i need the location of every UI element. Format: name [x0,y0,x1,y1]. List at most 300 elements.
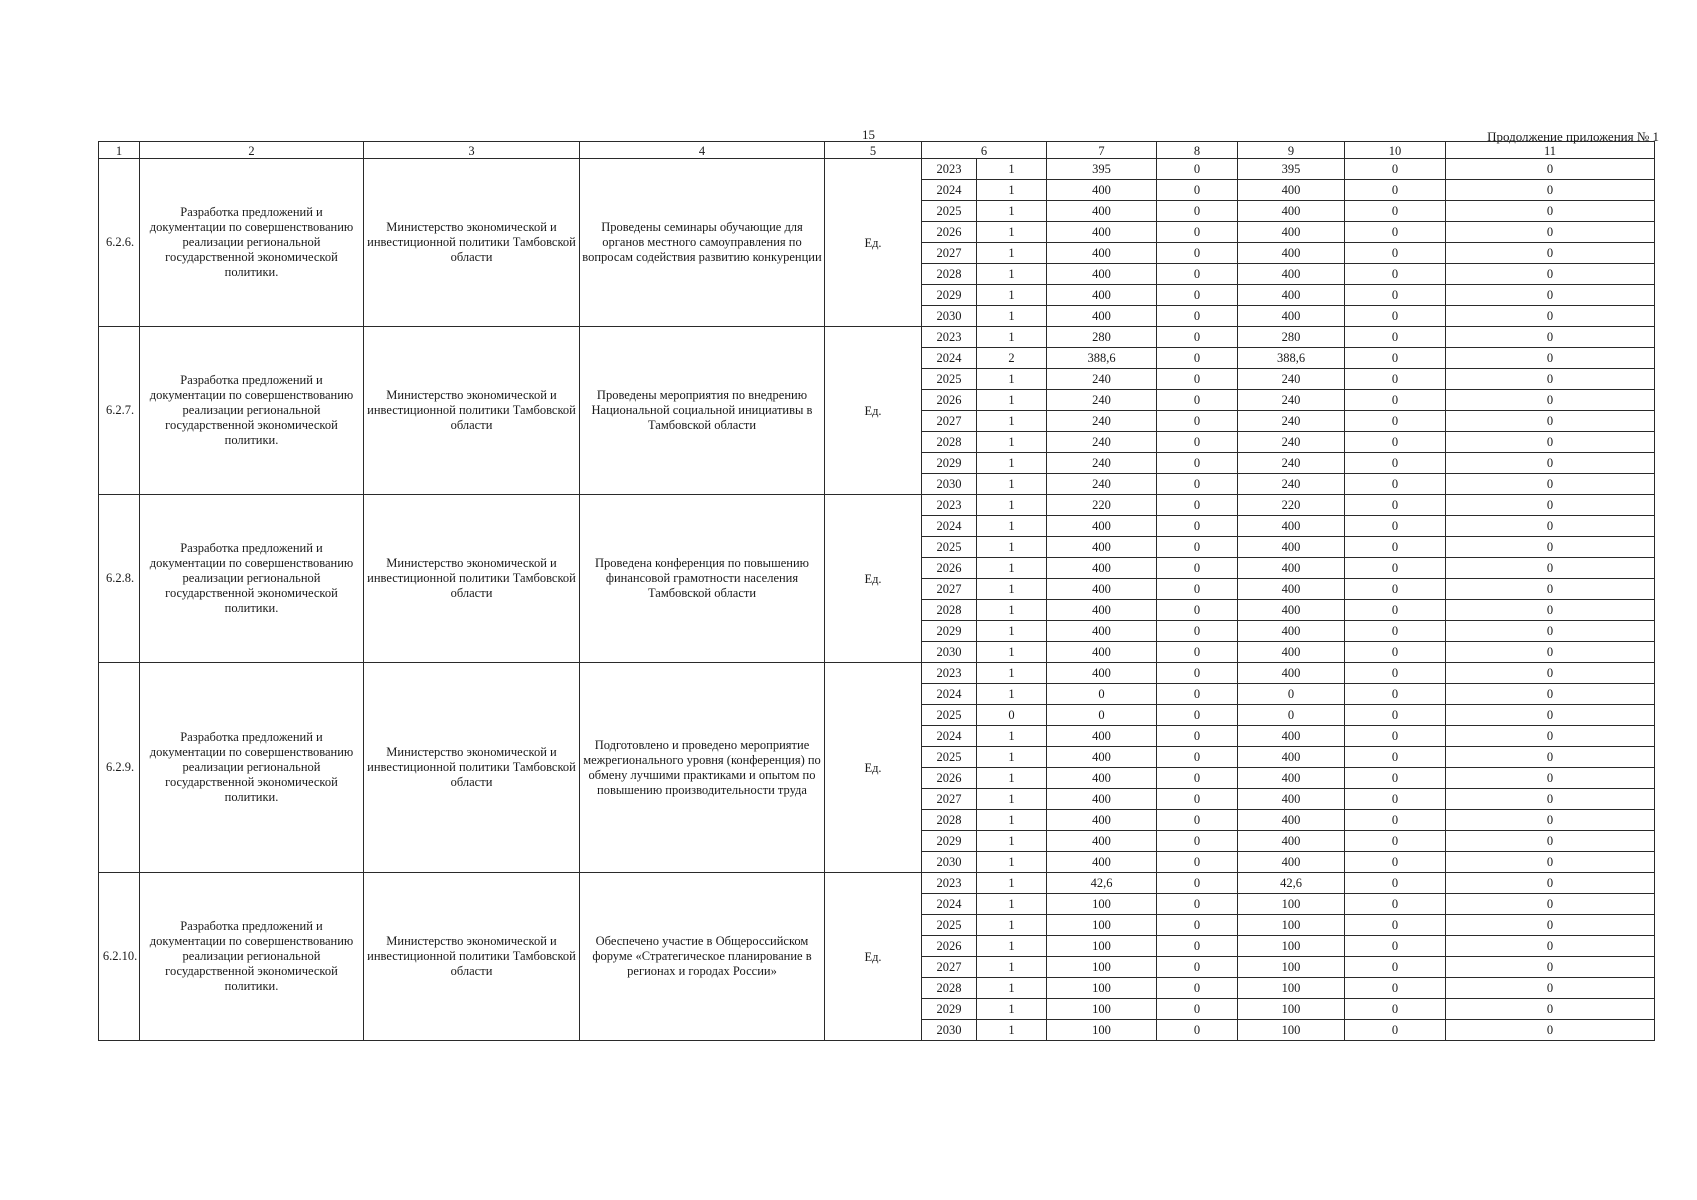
year-cell: 2030 [922,1020,977,1041]
quantity-cell: 1 [977,243,1047,264]
other-cell: 0 [1446,663,1655,684]
other-cell: 0 [1446,453,1655,474]
result-cell: Обеспечено участие в Общероссийском форуме «Стратегическое планирование в регионах и городах России» [580,873,825,1041]
federal-cell: 0 [1157,180,1238,201]
other-cell: 0 [1446,201,1655,222]
total-cell: 0 [1047,705,1157,726]
federal-cell: 0 [1157,516,1238,537]
regional-cell: 240 [1238,369,1345,390]
regional-cell: 280 [1238,327,1345,348]
local-cell: 0 [1345,726,1446,747]
col-header-5: 5 [825,142,922,159]
year-cell: 2023 [922,663,977,684]
quantity-cell: 1 [977,642,1047,663]
federal-cell: 0 [1157,537,1238,558]
total-cell: 400 [1047,201,1157,222]
quantity-cell: 1 [977,1020,1047,1041]
federal-cell: 0 [1157,348,1238,369]
year-cell: 2030 [922,306,977,327]
quantity-cell: 1 [977,474,1047,495]
total-cell: 400 [1047,789,1157,810]
regional-cell: 400 [1238,747,1345,768]
quantity-cell: 1 [977,369,1047,390]
other-cell: 0 [1446,285,1655,306]
other-cell: 0 [1446,621,1655,642]
quantity-cell: 1 [977,264,1047,285]
total-cell: 400 [1047,663,1157,684]
local-cell: 0 [1345,600,1446,621]
total-cell: 400 [1047,579,1157,600]
year-cell: 2028 [922,264,977,285]
local-cell: 0 [1345,789,1446,810]
local-cell: 0 [1345,453,1446,474]
regional-cell: 400 [1238,789,1345,810]
local-cell: 0 [1345,621,1446,642]
quantity-cell: 1 [977,201,1047,222]
regional-cell: 400 [1238,726,1345,747]
year-cell: 2023 [922,873,977,894]
executor-cell: Министерство экономической и инвестиционной политики Тамбовской области [364,873,580,1041]
quantity-cell: 1 [977,558,1047,579]
other-cell: 0 [1446,684,1655,705]
local-cell: 0 [1345,495,1446,516]
federal-cell: 0 [1157,642,1238,663]
year-cell: 2024 [922,684,977,705]
federal-cell: 0 [1157,201,1238,222]
local-cell: 0 [1345,201,1446,222]
year-cell: 2030 [922,852,977,873]
total-cell: 388,6 [1047,348,1157,369]
total-cell: 400 [1047,768,1157,789]
regional-cell: 42,6 [1238,873,1345,894]
other-cell: 0 [1446,432,1655,453]
total-cell: 280 [1047,327,1157,348]
quantity-cell: 1 [977,222,1047,243]
total-cell: 240 [1047,474,1157,495]
year-cell: 2028 [922,978,977,999]
federal-cell: 0 [1157,705,1238,726]
regional-cell: 100 [1238,957,1345,978]
year-cell: 2028 [922,600,977,621]
year-cell: 2028 [922,810,977,831]
other-cell: 0 [1446,222,1655,243]
total-cell: 100 [1047,1020,1157,1041]
quantity-cell: 1 [977,600,1047,621]
total-cell: 100 [1047,999,1157,1020]
year-cell: 2024 [922,726,977,747]
quantity-cell: 0 [977,705,1047,726]
regional-cell: 220 [1238,495,1345,516]
total-cell: 400 [1047,558,1157,579]
regional-cell: 240 [1238,453,1345,474]
federal-cell: 0 [1157,411,1238,432]
regional-cell: 240 [1238,390,1345,411]
col-header-3: 3 [364,142,580,159]
regional-cell: 0 [1238,705,1345,726]
year-cell: 2025 [922,537,977,558]
other-cell: 0 [1446,642,1655,663]
quantity-cell: 1 [977,411,1047,432]
measure-cell: Разработка предложений и документации по совершенствованию реализации региональной государственной экономической политики. [140,327,364,495]
quantity-cell: 1 [977,768,1047,789]
total-cell: 100 [1047,894,1157,915]
local-cell: 0 [1345,579,1446,600]
year-cell: 2025 [922,747,977,768]
col-header-10: 10 [1345,142,1446,159]
total-cell: 240 [1047,432,1157,453]
regional-cell: 0 [1238,684,1345,705]
other-cell: 0 [1446,327,1655,348]
year-cell: 2030 [922,642,977,663]
total-cell: 42,6 [1047,873,1157,894]
local-cell: 0 [1345,978,1446,999]
federal-cell: 0 [1157,327,1238,348]
quantity-cell: 1 [977,789,1047,810]
other-cell: 0 [1446,705,1655,726]
measure-cell: Разработка предложений и документации по совершенствованию реализации региональной государственной экономической политики. [140,495,364,663]
regional-cell: 400 [1238,264,1345,285]
local-cell: 0 [1345,957,1446,978]
year-cell: 2026 [922,390,977,411]
local-cell: 0 [1345,348,1446,369]
other-cell: 0 [1446,978,1655,999]
row-number-cell: 6.2.7. [99,327,140,495]
total-cell: 400 [1047,747,1157,768]
total-cell: 400 [1047,600,1157,621]
local-cell: 0 [1345,810,1446,831]
header-row [99,142,1655,159]
executor-cell: Министерство экономической и инвестиционной политики Тамбовской области [364,327,580,495]
quantity-cell: 2 [977,348,1047,369]
other-cell: 0 [1446,369,1655,390]
year-cell: 2026 [922,768,977,789]
col-header-6: 6 [922,142,1047,159]
other-cell: 0 [1446,180,1655,201]
other-cell: 0 [1446,999,1655,1020]
other-cell: 0 [1446,747,1655,768]
local-cell: 0 [1345,537,1446,558]
regional-cell: 400 [1238,642,1345,663]
year-cell: 2026 [922,936,977,957]
federal-cell: 0 [1157,369,1238,390]
total-cell: 400 [1047,306,1157,327]
federal-cell: 0 [1157,474,1238,495]
year-cell: 2025 [922,201,977,222]
col-header-2: 2 [140,142,364,159]
year-cell: 2027 [922,957,977,978]
regional-cell: 400 [1238,663,1345,684]
local-cell: 0 [1345,684,1446,705]
local-cell: 0 [1345,558,1446,579]
table-row [99,327,1655,348]
local-cell: 0 [1345,894,1446,915]
regional-cell: 400 [1238,810,1345,831]
measure-cell: Разработка предложений и документации по совершенствованию реализации региональной государственной экономической политики. [140,873,364,1041]
unit-cell: Ед. [825,663,922,873]
other-cell: 0 [1446,915,1655,936]
local-cell: 0 [1345,327,1446,348]
regional-cell: 240 [1238,432,1345,453]
federal-cell: 0 [1157,390,1238,411]
year-cell: 2026 [922,558,977,579]
federal-cell: 0 [1157,768,1238,789]
regional-cell: 388,6 [1238,348,1345,369]
regional-cell: 400 [1238,516,1345,537]
other-cell: 0 [1446,411,1655,432]
local-cell: 0 [1345,747,1446,768]
total-cell: 400 [1047,621,1157,642]
total-cell: 400 [1047,810,1157,831]
federal-cell: 0 [1157,957,1238,978]
executor-cell: Министерство экономической и инвестиционной политики Тамбовской области [364,159,580,327]
local-cell: 0 [1345,936,1446,957]
year-cell: 2025 [922,915,977,936]
local-cell: 0 [1345,852,1446,873]
quantity-cell: 1 [977,327,1047,348]
quantity-cell: 1 [977,999,1047,1020]
year-cell: 2025 [922,369,977,390]
regional-cell: 240 [1238,474,1345,495]
federal-cell: 0 [1157,159,1238,180]
quantity-cell: 1 [977,306,1047,327]
federal-cell: 0 [1157,789,1238,810]
federal-cell: 0 [1157,495,1238,516]
total-cell: 220 [1047,495,1157,516]
federal-cell: 0 [1157,915,1238,936]
executor-cell: Министерство экономической и инвестиционной политики Тамбовской области [364,663,580,873]
quantity-cell: 1 [977,159,1047,180]
regional-cell: 400 [1238,243,1345,264]
local-cell: 0 [1345,642,1446,663]
total-cell: 240 [1047,453,1157,474]
quantity-cell: 1 [977,285,1047,306]
federal-cell: 0 [1157,831,1238,852]
quantity-cell: 1 [977,831,1047,852]
regional-cell: 400 [1238,285,1345,306]
row-number-cell: 6.2.10. [99,873,140,1041]
local-cell: 0 [1345,432,1446,453]
other-cell: 0 [1446,537,1655,558]
other-cell: 0 [1446,831,1655,852]
quantity-cell: 1 [977,936,1047,957]
regional-cell: 400 [1238,537,1345,558]
quantity-cell: 1 [977,579,1047,600]
total-cell: 240 [1047,369,1157,390]
year-cell: 2023 [922,327,977,348]
total-cell: 400 [1047,285,1157,306]
regional-cell: 400 [1238,180,1345,201]
regional-cell: 100 [1238,936,1345,957]
other-cell: 0 [1446,894,1655,915]
year-cell: 2027 [922,579,977,600]
unit-cell: Ед. [825,495,922,663]
other-cell: 0 [1446,243,1655,264]
col-header-7: 7 [1047,142,1157,159]
quantity-cell: 1 [977,978,1047,999]
year-cell: 2029 [922,453,977,474]
regional-cell: 100 [1238,1020,1345,1041]
total-cell: 240 [1047,390,1157,411]
total-cell: 100 [1047,936,1157,957]
total-cell: 100 [1047,915,1157,936]
other-cell: 0 [1446,474,1655,495]
year-cell: 2029 [922,999,977,1020]
regional-cell: 400 [1238,621,1345,642]
quantity-cell: 1 [977,621,1047,642]
federal-cell: 0 [1157,663,1238,684]
other-cell: 0 [1446,957,1655,978]
other-cell: 0 [1446,306,1655,327]
regional-cell: 400 [1238,831,1345,852]
federal-cell: 0 [1157,747,1238,768]
federal-cell: 0 [1157,558,1238,579]
other-cell: 0 [1446,936,1655,957]
quantity-cell: 1 [977,432,1047,453]
local-cell: 0 [1345,873,1446,894]
other-cell: 0 [1446,390,1655,411]
total-cell: 400 [1047,726,1157,747]
quantity-cell: 1 [977,453,1047,474]
federal-cell: 0 [1157,726,1238,747]
local-cell: 0 [1345,474,1446,495]
row-number-cell: 6.2.9. [99,663,140,873]
federal-cell: 0 [1157,453,1238,474]
year-cell: 2029 [922,285,977,306]
other-cell: 0 [1446,873,1655,894]
local-cell: 0 [1345,306,1446,327]
total-cell: 400 [1047,264,1157,285]
page-number: 15 [862,127,875,142]
regional-cell: 400 [1238,600,1345,621]
regional-cell: 100 [1238,915,1345,936]
federal-cell: 0 [1157,978,1238,999]
quantity-cell: 1 [977,810,1047,831]
local-cell: 0 [1345,768,1446,789]
executor-cell: Министерство экономической и инвестиционной политики Тамбовской области [364,495,580,663]
quantity-cell: 1 [977,537,1047,558]
year-cell: 2026 [922,222,977,243]
local-cell: 0 [1345,222,1446,243]
quantity-cell: 1 [977,957,1047,978]
year-cell: 2023 [922,159,977,180]
federal-cell: 0 [1157,873,1238,894]
quantity-cell: 1 [977,726,1047,747]
table-row [99,495,1655,516]
col-header-4: 4 [580,142,825,159]
col-header-8: 8 [1157,142,1238,159]
year-cell: 2027 [922,243,977,264]
year-cell: 2024 [922,348,977,369]
total-cell: 400 [1047,537,1157,558]
other-cell: 0 [1446,516,1655,537]
regional-cell: 100 [1238,894,1345,915]
year-cell: 2027 [922,789,977,810]
local-cell: 0 [1345,264,1446,285]
result-cell: Проведена конференция по повышению финансовой грамотности населения Тамбовской области [580,495,825,663]
measure-cell: Разработка предложений и документации по совершенствованию реализации региональной государственной экономической политики. [140,159,364,327]
quantity-cell: 1 [977,684,1047,705]
other-cell: 0 [1446,495,1655,516]
regional-cell: 400 [1238,222,1345,243]
regional-cell: 400 [1238,768,1345,789]
regional-cell: 400 [1238,558,1345,579]
total-cell: 400 [1047,180,1157,201]
other-cell: 0 [1446,789,1655,810]
local-cell: 0 [1345,705,1446,726]
result-cell: Проведены семинары обучающие для органов местного самоуправления по вопросам содействия развитию конкуренции [580,159,825,327]
unit-cell: Ед. [825,327,922,495]
year-cell: 2027 [922,411,977,432]
federal-cell: 0 [1157,285,1238,306]
year-cell: 2030 [922,474,977,495]
federal-cell: 0 [1157,684,1238,705]
local-cell: 0 [1345,285,1446,306]
federal-cell: 0 [1157,621,1238,642]
result-cell: Подготовлено и проведено мероприятие межрегионального уровня (конференция) по обмену лучшими практиками и опытом по повышению производительности труда [580,663,825,873]
regional-cell: 100 [1238,999,1345,1020]
row-number-cell: 6.2.6. [99,159,140,327]
federal-cell: 0 [1157,306,1238,327]
federal-cell: 0 [1157,810,1238,831]
regional-cell: 400 [1238,579,1345,600]
col-header-11: 11 [1446,142,1655,159]
federal-cell: 0 [1157,243,1238,264]
quantity-cell: 1 [977,873,1047,894]
total-cell: 400 [1047,852,1157,873]
regional-cell: 395 [1238,159,1345,180]
year-cell: 2025 [922,705,977,726]
total-cell: 400 [1047,642,1157,663]
other-cell: 0 [1446,348,1655,369]
result-cell: Проведены мероприятия по внедрению Национальной социальной инициативы в Тамбовской области [580,327,825,495]
local-cell: 0 [1345,390,1446,411]
federal-cell: 0 [1157,999,1238,1020]
unit-cell: Ед. [825,873,922,1041]
row-number-cell: 6.2.8. [99,495,140,663]
other-cell: 0 [1446,159,1655,180]
regional-cell: 400 [1238,852,1345,873]
local-cell: 0 [1345,243,1446,264]
federal-cell: 0 [1157,1020,1238,1041]
total-cell: 0 [1047,684,1157,705]
table-row [99,159,1655,180]
quantity-cell: 1 [977,180,1047,201]
year-cell: 2029 [922,831,977,852]
year-cell: 2024 [922,516,977,537]
col-header-9: 9 [1238,142,1345,159]
local-cell: 0 [1345,831,1446,852]
total-cell: 400 [1047,831,1157,852]
local-cell: 0 [1345,411,1446,432]
program-table [98,141,1655,1041]
other-cell: 0 [1446,579,1655,600]
year-cell: 2029 [922,621,977,642]
other-cell: 0 [1446,558,1655,579]
year-cell: 2024 [922,180,977,201]
local-cell: 0 [1345,999,1446,1020]
quantity-cell: 1 [977,852,1047,873]
table-row [99,873,1655,894]
federal-cell: 0 [1157,222,1238,243]
col-header-1: 1 [99,142,140,159]
other-cell: 0 [1446,264,1655,285]
other-cell: 0 [1446,726,1655,747]
federal-cell: 0 [1157,894,1238,915]
other-cell: 0 [1446,768,1655,789]
regional-cell: 100 [1238,978,1345,999]
federal-cell: 0 [1157,432,1238,453]
total-cell: 400 [1047,222,1157,243]
